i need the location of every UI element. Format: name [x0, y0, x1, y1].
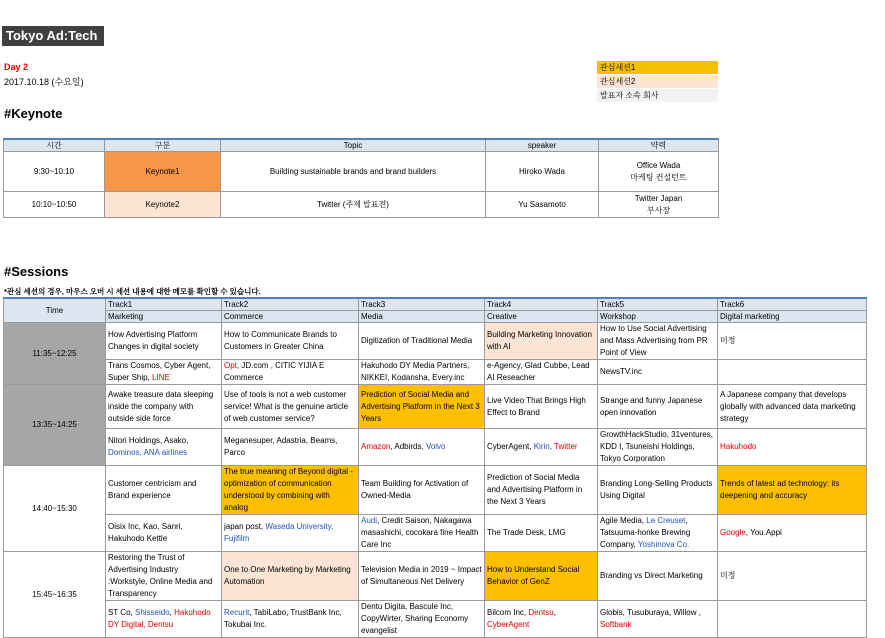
company-cell: japan post, Waseda University, Fujifilm — [222, 515, 359, 552]
col-type: 구분 — [105, 139, 221, 152]
session-title[interactable]: Building Marketing Innovation with AI — [485, 323, 598, 360]
track-name: Track5 — [598, 298, 718, 311]
company-cell: e-Agency, Glad Cubbe, Lead AI Reseacher — [485, 360, 598, 385]
date-label: 2017.10.18 (수요일) — [4, 77, 84, 87]
session-title[interactable]: How to Use Social Advertising and Mass Advertising from PR Point of View — [598, 323, 718, 360]
session-title[interactable]: How to Communicate Brands to Customers in Greater China — [222, 323, 359, 360]
company-cell: Nitori Holdings, Asako, Dominos, ANA airlines — [106, 429, 222, 466]
sessions-table — [3, 297, 867, 638]
session-title[interactable]: A Japanese company that develops globally with advanced data marketing strategy — [718, 385, 867, 429]
day-label: Day 2 — [4, 62, 29, 72]
keynote-topic: Twitter (주제 발표전) — [221, 192, 486, 218]
company-cell: Hakuhodo — [718, 429, 867, 466]
track-topic: Workshop — [598, 311, 718, 323]
company-cell: Meganesuper, Adastria, Beams, Parco — [222, 429, 359, 466]
session-title-row — [4, 552, 867, 601]
company-cell: CyberAgent, Kirin, Twitter — [485, 429, 598, 466]
company-cell: GrowthHackStudio, 31ventures, KDD I, Tsuneishi Holdings, Tokyo Corporation — [598, 429, 718, 466]
keynote-time: 10:10~10:50 — [4, 192, 105, 218]
company-cell — [718, 601, 867, 638]
track-name: Track2 — [222, 298, 359, 311]
keynote-topic: Building sustainable brands and brand builders — [221, 152, 486, 192]
slot-time: 11:35~12:25 — [4, 323, 106, 385]
col-time: 시간 — [4, 139, 105, 152]
keynote-bio: Office Wada 마케팅 컨설턴트 — [599, 152, 719, 192]
session-title[interactable]: 미정 — [718, 552, 867, 601]
session-title-row — [4, 385, 867, 429]
session-company-row — [4, 429, 867, 466]
session-title[interactable]: How to Understand Social Behavior of GenZ — [485, 552, 598, 601]
company-cell: Bilcom Inc, Dentsu, CyberAgent — [485, 601, 598, 638]
track-topic: Marketing — [106, 311, 222, 323]
keynote-header-row — [4, 139, 719, 152]
company-cell: Dentu Digita, Bascule Inc, CopyWirter, Sharing Economy evangelist — [359, 601, 485, 638]
session-title[interactable]: Prediction of Social Media and Advertising Platform in the Next 3 Years — [485, 466, 598, 515]
session-title[interactable]: Trends of latest ad technology: its deepening and accuracy — [718, 466, 867, 515]
keynote-type: Keynote2 — [105, 192, 221, 218]
session-title[interactable]: Awake treasure data sleeping inside the company with outside side force — [106, 385, 222, 429]
col-speaker: speaker — [486, 139, 599, 152]
track-topic: Commerce — [222, 311, 359, 323]
company-cell: Audi, Credit Saison, Nakagawa masashichi, cocokara fine Health Care Inc — [359, 515, 485, 552]
legend-interest-1: 관심세션1 — [597, 61, 718, 74]
keynote-heading: #Keynote — [4, 106, 63, 121]
slot-time: 14:40~15:30 — [4, 466, 106, 552]
keynote-type: Keynote1 — [105, 152, 221, 192]
session-title[interactable]: 미정 — [718, 323, 867, 360]
track-name: Track4 — [485, 298, 598, 311]
company-cell: Trans Cosmos, Cyber Agent, Super Ship, LINE — [106, 360, 222, 385]
session-title[interactable]: Live Video That Brings High Effect to Brand — [485, 385, 598, 429]
table-row — [4, 152, 719, 192]
page-title: Tokyo Ad:Tech — [2, 26, 104, 46]
session-title[interactable]: Use of tools is not a web customer service! What is the genuine article of web customer service? — [222, 385, 359, 429]
session-company-row — [4, 515, 867, 552]
session-title-row — [4, 466, 867, 515]
session-title[interactable]: One to One Marketing by Marketing Automation — [222, 552, 359, 601]
keynote-speaker: Yu Sasamoto — [486, 192, 599, 218]
company-cell: Hakuhodo DY Media Partners, NIKKEI, Kodansha, Every.inc — [359, 360, 485, 385]
time-header: Time — [4, 298, 106, 323]
company-cell: Opt, JD.com , CITIC YIJIA E Commerce — [222, 360, 359, 385]
slot-time: 15:45~16:35 — [4, 552, 106, 638]
track-name-row — [4, 298, 867, 311]
keynote-time: 9:30~10:10 — [4, 152, 105, 192]
sessions-note: *관심 세션의 경우, 마우스 오버 시 세션 내용에 대한 메모를 확인할 수 있습니다. — [4, 287, 261, 296]
session-title-row — [4, 323, 867, 360]
slot-time: 13:35~14:25 — [4, 385, 106, 466]
track-topic: Creative — [485, 311, 598, 323]
track-name: Track6 — [718, 298, 867, 311]
session-company-row — [4, 601, 867, 638]
track-topic-row — [4, 311, 867, 323]
company-cell: Agile Media, Le Creuset, Tatsuuma-honke Brewing Company, Yoshinova Co. — [598, 515, 718, 552]
session-title[interactable]: Digitization of Traditional Media — [359, 323, 485, 360]
company-cell: Oisix Inc, Kao, Sanri, Hakuhodo Kettle — [106, 515, 222, 552]
company-cell: Google, You.Appi — [718, 515, 867, 552]
track-name: Track3 — [359, 298, 485, 311]
session-title[interactable]: Customer centricism and Brand experience — [106, 466, 222, 515]
legend-interest-2: 관심세션2 — [597, 75, 718, 88]
track-topic: Digital marketing — [718, 311, 867, 323]
session-title[interactable]: Branding vs Direct Marketing — [598, 552, 718, 601]
session-title[interactable]: Prediction of Social Media and Advertising Platform in the Next 3 Years — [359, 385, 485, 429]
track-topic: Media — [359, 311, 485, 323]
company-cell: Globis, Tusuburaya, Willow , Softbank — [598, 601, 718, 638]
session-title[interactable]: How Advertising Platform Changes in digital society — [106, 323, 222, 360]
company-cell — [718, 360, 867, 385]
company-cell: Recurit, TabiLabo, TrustBank Inc, Tokubai Inc. — [222, 601, 359, 638]
session-title[interactable]: Restoring the Trust of Advertising Industry :Workstyle, Online Media and Transparency — [106, 552, 222, 601]
session-title[interactable]: Strange and funny Japanese open innovation — [598, 385, 718, 429]
company-cell: The Trade Desk, LMG — [485, 515, 598, 552]
session-title[interactable]: The true meaning of Beyond digital - optimization of communication understood by combining with analog — [222, 466, 359, 515]
keynote-table — [3, 138, 719, 218]
table-row — [4, 192, 719, 218]
sessions-heading: #Sessions — [4, 264, 69, 279]
legend-speaker-company: 발표자 소속 회사 — [597, 89, 718, 102]
company-cell: Amazon, Adbirds, Volvo — [359, 429, 485, 466]
session-title[interactable]: Television Media in 2019 ~ Impact of Simultaneous Net Delivery — [359, 552, 485, 601]
company-cell: NewsTV.inc — [598, 360, 718, 385]
keynote-speaker: Hiroko Wada — [486, 152, 599, 192]
track-name: Track1 — [106, 298, 222, 311]
session-title[interactable]: Branding Long-Selling Products Using Digital — [598, 466, 718, 515]
keynote-bio: Twitter Japan 부사장 — [599, 192, 719, 218]
col-bio: 약력 — [599, 139, 719, 152]
col-topic: Topic — [221, 139, 486, 152]
session-company-row — [4, 360, 867, 385]
session-title[interactable]: Team Building for Activation of Owned-Media — [359, 466, 485, 515]
company-cell: ST Co, Shisseido, Hakuhodo DY Digital, Dentsu — [106, 601, 222, 638]
